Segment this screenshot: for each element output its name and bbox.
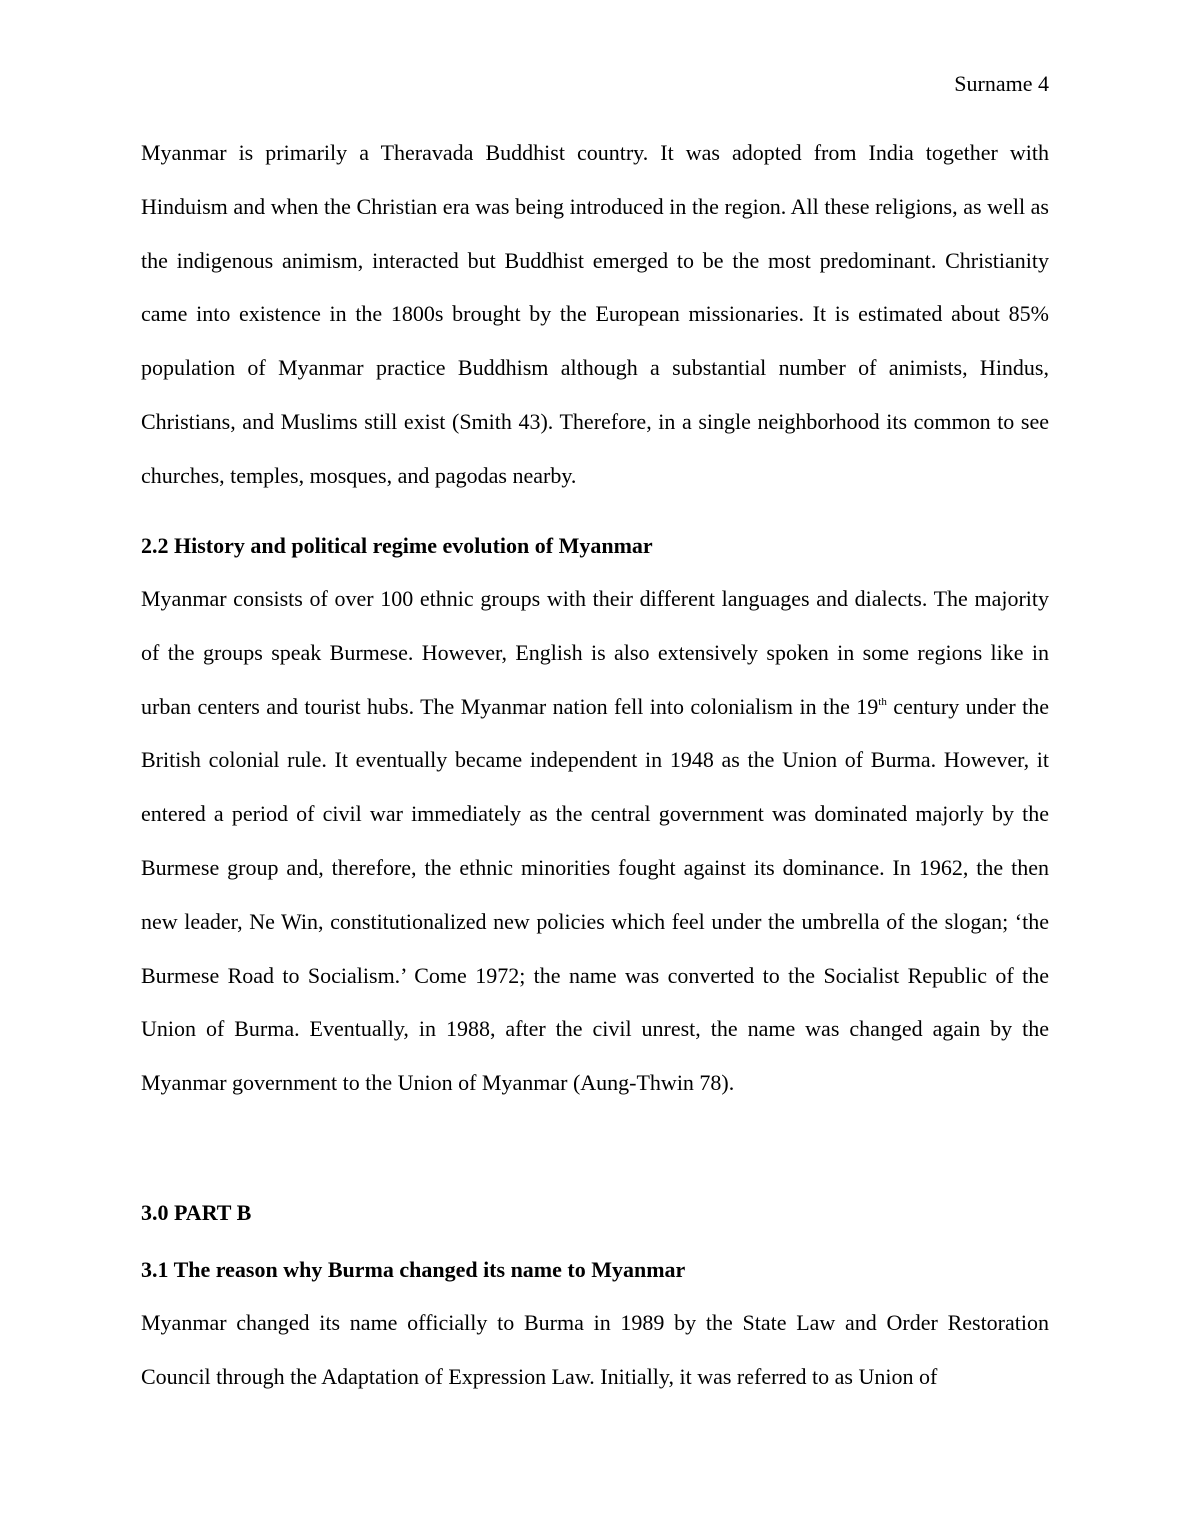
section-3-0-heading: 3.0 PART B: [141, 1200, 252, 1225]
section-2-2-text-part1: Myanmar consists of over 100 ethnic groups with their different languages and dialects. The majority of the groups speak Burmese. However, English is also extensively spoken in some regions like in urban centers and tourist hubs. The Myanmar nation fell into colonialism in the: [141, 586, 1049, 719]
intro-paragraph: Myanmar is primarily a Theravada Buddhist country. It was adopted from India together with Hinduism and when the Christian era was being introduced in the region. All these religions, as well as the indigenous animism, interacted but Buddhist emerged to be the most predominant. Christianity came into existence in the 1800s brought by the European missionaries. It is estimated about 85% population of Myanmar practice Buddhism although a substantial number of animists, Hindus, Christians, and Muslims still exist (Smith 43). Therefore, in a single neighborhood its common to see churches, temples, mosques, and pagodas nearby.: [141, 140, 1049, 488]
section-3-1-heading: 3.1 The reason why Burma changed its name to Myanmar: [141, 1257, 686, 1282]
section-2-2-heading: 2.2 History and political regime evolution of Myanmar: [141, 533, 653, 558]
section-2-2-paragraph: [141, 572, 1049, 1110]
running-header: Surname 4: [954, 71, 1049, 96]
ordinal-suffix: th: [878, 695, 887, 708]
ordinal-number: 19: [856, 693, 879, 719]
section-3-1-paragraph: Myanmar changed its name officially to Burma in 1989 by the State Law and Order Restoration Council through the Adaptation of Expression Law. Initially, it was referred to as Union of: [141, 1310, 1049, 1389]
section-2-2-text-part2: century under the British colonial rule. It eventually became independent in 1948 as the Union of Burma. However, it entered a period of civil war immediately as the central government was dominated majorly by the Burmese group and, therefore, the ethnic minorities fought against its dominance. In 1962, the then new leader, Ne Win, constitutionalized new policies which feel under the umbrella of the slogan; ‘the Burmese Road to Socialism.’ Come 1972; the name was converted to the Socialist Republic of the Union of Burma. Eventually, in 1988, after the civil unrest, the name was changed again by the Myanmar government to the Union of Myanmar (Aung-Thwin 78).: [141, 693, 1049, 1096]
